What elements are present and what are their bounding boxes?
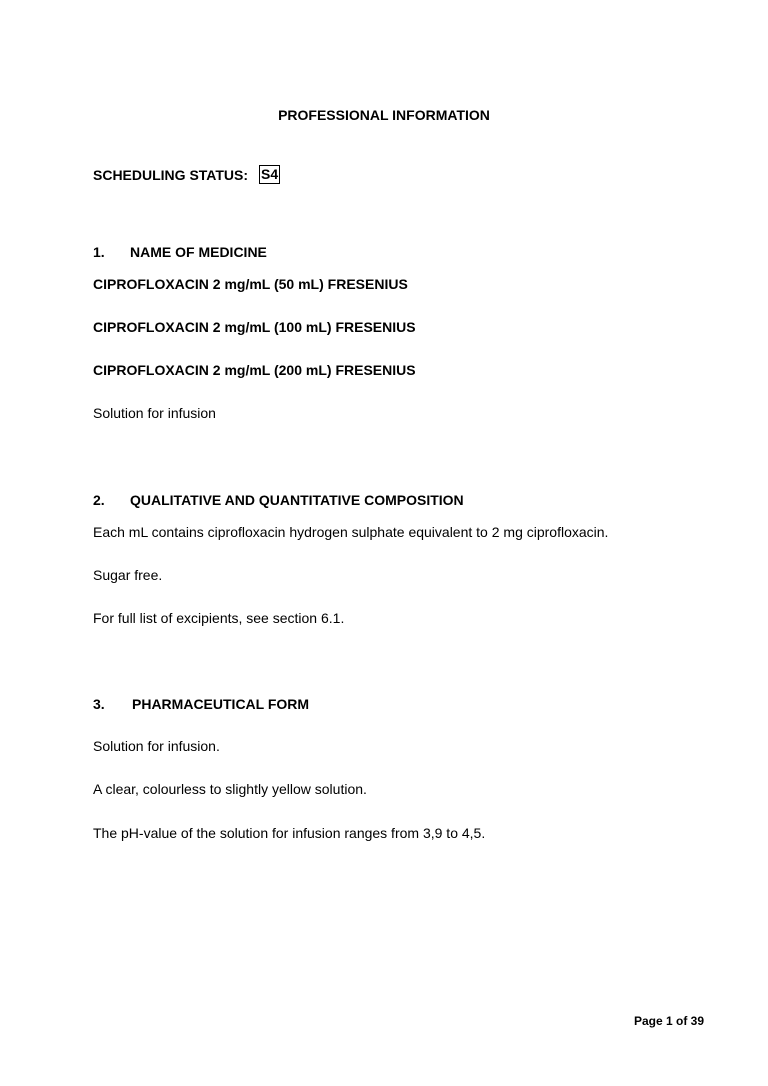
appearance-text: A clear, colourless to slightly yellow solution. [93, 781, 367, 797]
sugar-free-text: Sugar free. [93, 567, 163, 583]
composition-text: Each mL contains ciprofloxacin hydrogen sulphate equivalent to 2 mg ciprofloxacin. [93, 524, 609, 540]
document-title: PROFESSIONAL INFORMATION [278, 107, 490, 123]
medicine-name-100ml: CIPROFLOXACIN 2 mg/mL (100 mL) FRESENIUS [93, 319, 416, 335]
medicine-name-200ml: CIPROFLOXACIN 2 mg/mL (200 mL) FRESENIUS [93, 362, 416, 378]
section-1-text: Solution for infusion [93, 405, 216, 421]
page-number: Page 1 of 39 [634, 1014, 705, 1028]
medicine-name-50ml: CIPROFLOXACIN 2 mg/mL (50 mL) FRESENIUS [93, 276, 408, 292]
form-text: Solution for infusion. [93, 738, 220, 754]
excipients-text: For full list of excipients, see section 6.1. [93, 610, 345, 626]
section-3-number: 3. [93, 696, 105, 712]
section-1-title: NAME OF MEDICINE [130, 244, 267, 260]
section-2-title: QUALITATIVE AND QUANTITATIVE COMPOSITION [130, 492, 464, 508]
section-3-title: PHARMACEUTICAL FORM [132, 696, 310, 712]
scheduling-status-label: SCHEDULING STATUS: [93, 167, 249, 183]
section-2-number: 2. [93, 492, 105, 508]
ph-text: The pH-value of the solution for infusion ranges from 3,9 to 4,5. [93, 825, 486, 841]
scheduling-status-value: S4 [261, 166, 279, 182]
section-1-number: 1. [93, 244, 105, 260]
